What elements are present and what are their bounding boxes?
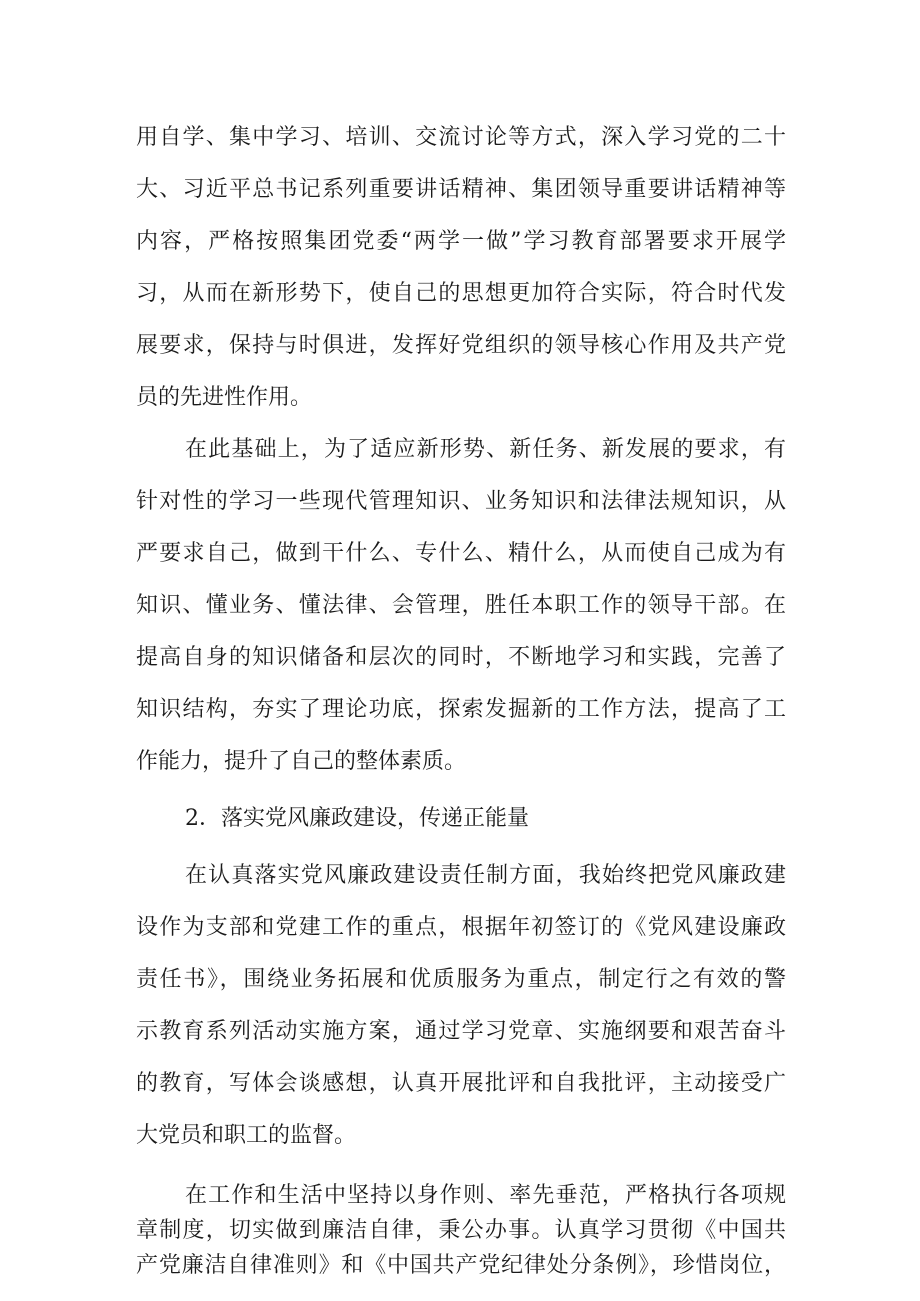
- paragraph-1-line-5: 展要求，保持与时俱进，发挥好党组织的领导核心作用及共产党: [136, 333, 786, 358]
- paragraph-2-line-3: 严要求自己，做到干什么、专什么、精什么，从而使自己成为有: [136, 541, 786, 566]
- paragraph-2-line-7: 作能力，提升了自己的整体素质。: [136, 749, 467, 774]
- paragraph-1-line-2: 大、习近平总书记系列重要讲话精神、集团领导重要讲话精神等: [136, 177, 786, 202]
- paragraph-1-line-1: 用自学、集中学习、培训、交流讨论等方式，深入学习党的二十: [136, 125, 786, 150]
- paragraph-3-line-1: 在认真落实党风廉政建设责任制方面，我始终把党风廉政建: [185, 863, 786, 888]
- paragraph-3-line-4: 示教育系列活动实施方案，通过学习党章、实施纲要和艰苦奋斗: [136, 1019, 786, 1044]
- paragraph-1-line-4: 习，从而在新形势下，使自己的思想更加符合实际，符合时代发: [136, 281, 786, 306]
- section-heading: 2．落实党风廉政建设，传递正能量: [185, 806, 529, 831]
- paragraph-2-line-2: 针对性的学习一些现代管理知识、业务知识和法律法规知识，从: [136, 489, 786, 514]
- paragraph-4-line-2: 章制度，切实做到廉洁自律，秉公办事。认真学习贯彻《中国共: [136, 1218, 786, 1243]
- paragraph-2-line-6: 知识结构，夯实了理论功底，探索发掘新的工作方法，提高了工: [136, 697, 786, 722]
- paragraph-2-line-4: 知识、懂业务、懂法律、会管理，胜任本职工作的领导干部。在: [136, 593, 786, 618]
- paragraph-3-line-6: 大党员和职工的监督。: [136, 1123, 357, 1148]
- paragraph-4-line-3: 产党廉洁自律准则》和《中国共产党纪律处分条例》，珍惜岗位，: [136, 1253, 786, 1278]
- paragraph-2-line-5: 提高自身的知识储备和层次的同时，不断地学习和实践，完善了: [136, 645, 786, 670]
- paragraph-3-line-3: 责任书》，围绕业务拓展和优质服务为重点，制定行之有效的警: [136, 967, 786, 992]
- paragraph-2-line-1: 在此基础上，为了适应新形势、新任务、新发展的要求，有: [185, 437, 786, 462]
- paragraph-1-line-3: 内容，严格按照集团党委“两学一做”学习教育部署要求开展学: [136, 229, 786, 254]
- paragraph-4-line-1: 在工作和生活中坚持以身作则、率先垂范，严格执行各项规: [185, 1183, 786, 1208]
- paragraph-3-line-5: 的教育，写体会谈感想，认真开展批评和自我批评，主动接受广: [136, 1071, 786, 1096]
- paragraph-1-line-6: 员的先进性作用。: [136, 385, 313, 410]
- paragraph-3-line-2: 设作为支部和党建工作的重点，根据年初签订的《党风建设廉政: [136, 915, 786, 940]
